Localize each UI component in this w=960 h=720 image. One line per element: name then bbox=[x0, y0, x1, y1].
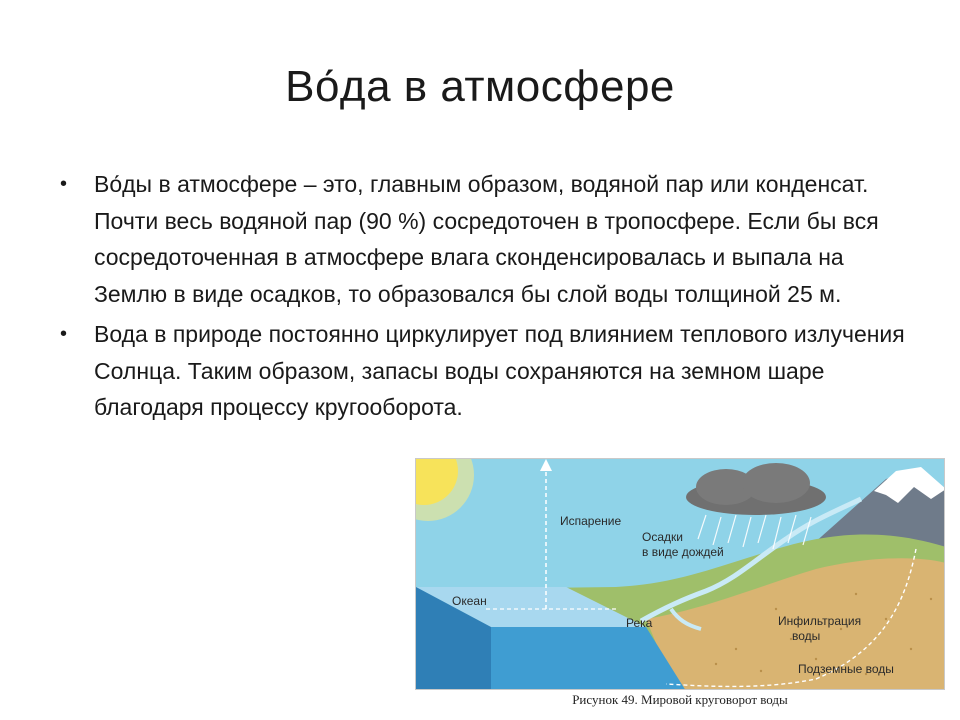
bullet-text: Во́ды в атмосфере – это, главным образом, водяной пар или конденсат. Почти весь водяной пар (90 %) сосредоточен в тропосфере. Если бы вся сосредоточенная в атмосфере влага сконденсировалась и выпала на Землю в виде осадков, то образовался бы слой воды толщиной 25 м. bbox=[94, 171, 879, 307]
bullet-list bbox=[58, 166, 918, 430]
bullet-item bbox=[58, 166, 918, 312]
water-cycle-figure bbox=[415, 458, 945, 690]
slide-title: Во́да в атмосфере bbox=[285, 62, 675, 111]
bullet-icon: • bbox=[60, 173, 68, 195]
precipitation-label: Осадки bbox=[642, 530, 683, 544]
evaporation-label: Испарение bbox=[560, 514, 622, 528]
figure-caption: Рисунок 49. Мировой круговорот воды bbox=[572, 692, 788, 707]
infiltration-label-2: воды bbox=[792, 629, 821, 643]
precipitation-label-2: в виде дождей bbox=[642, 545, 724, 559]
bullet-text: Вода в природе постоянно циркулирует под влиянием теплового излучения Солнца. Таким образом, запасы воды сохраняются на земном шаре благодаря процессу кругооборота. bbox=[94, 321, 905, 420]
infiltration-label: Инфильтрация bbox=[778, 614, 862, 628]
groundwater-label: Подземные воды bbox=[798, 662, 894, 676]
bullet-item bbox=[58, 316, 918, 426]
bullet-icon: • bbox=[60, 323, 68, 345]
ocean-label: Океан bbox=[452, 594, 487, 608]
river-label: Река bbox=[626, 616, 653, 630]
water-cycle-diagram bbox=[416, 459, 945, 690]
